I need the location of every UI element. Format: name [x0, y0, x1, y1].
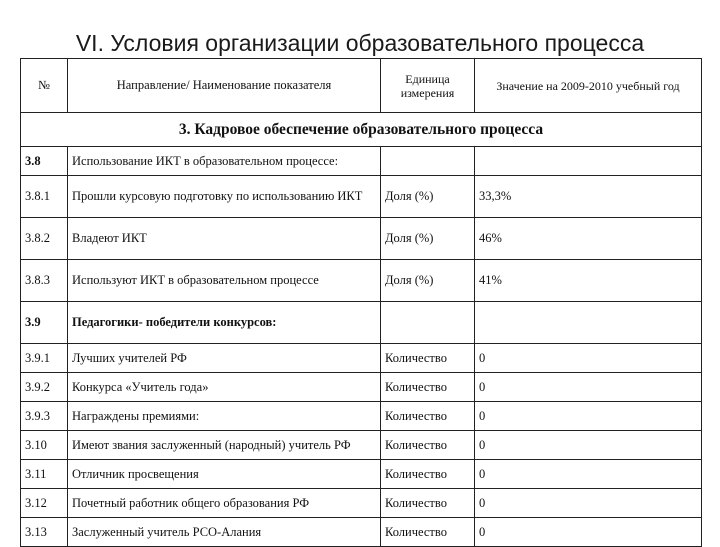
row-name: Используют ИКТ в образовательном процессе: [68, 260, 381, 302]
table-row: [21, 431, 702, 460]
header-unit: Единица измерения: [381, 59, 475, 113]
row-unit: Количество: [381, 431, 475, 460]
row-value: 41%: [475, 260, 702, 302]
row-unit: [381, 147, 475, 176]
row-unit: Доля (%): [381, 218, 475, 260]
row-unit: Доля (%): [381, 260, 475, 302]
row-name: Использование ИКТ в образовательном процессе:: [68, 147, 381, 176]
row-value: 0: [475, 344, 702, 373]
row-value: 0: [475, 402, 702, 431]
section-row: [21, 113, 702, 147]
row-unit: Количество: [381, 518, 475, 547]
section-title: 3. Кадровое обеспечение образовательного процесса: [21, 113, 702, 147]
row-value: 0: [475, 489, 702, 518]
table-row: [21, 402, 702, 431]
row-num: 3.9.3: [21, 402, 68, 431]
table-header-row: [21, 59, 702, 113]
row-value: 46%: [475, 218, 702, 260]
table-row: [21, 489, 702, 518]
row-num: 3.13: [21, 518, 68, 547]
slide-title: VI. Условия организации образовательного процесса: [75, 30, 645, 56]
row-unit: Количество: [381, 344, 475, 373]
table-row: [21, 176, 702, 218]
table-row: [21, 344, 702, 373]
header-name: Направление/ Наименование показателя: [68, 59, 381, 113]
row-num: 3.8.2: [21, 218, 68, 260]
row-unit: Количество: [381, 402, 475, 431]
row-value: [475, 147, 702, 176]
row-num: 3.12: [21, 489, 68, 518]
row-value: 0: [475, 373, 702, 402]
row-unit: [381, 302, 475, 344]
row-unit: Доля (%): [381, 176, 475, 218]
row-name: Награждены премиями:: [68, 402, 381, 431]
table-row: [21, 518, 702, 547]
row-num: 3.10: [21, 431, 68, 460]
table-row: [21, 302, 702, 344]
table-row: [21, 373, 702, 402]
row-value: 0: [475, 431, 702, 460]
row-name: Педагогики- победители конкурсов:: [68, 302, 381, 344]
row-num: 3.8.3: [21, 260, 68, 302]
row-name: Почетный работник общего образования РФ: [68, 489, 381, 518]
row-num: 3.9: [21, 302, 68, 344]
row-value: 33,3%: [475, 176, 702, 218]
table-row: [21, 147, 702, 176]
row-name: Конкурса «Учитель года»: [68, 373, 381, 402]
row-num: 3.8: [21, 147, 68, 176]
table-row: [21, 260, 702, 302]
row-num: 3.9.2: [21, 373, 68, 402]
row-name: Владеют ИКТ: [68, 218, 381, 260]
row-name: Лучших учителей РФ: [68, 344, 381, 373]
table-row: [21, 460, 702, 489]
indicators-table: [20, 58, 702, 547]
row-name: Прошли курсовую подготовку по использованию ИКТ: [68, 176, 381, 218]
row-num: 3.11: [21, 460, 68, 489]
row-num: 3.9.1: [21, 344, 68, 373]
row-value: [475, 302, 702, 344]
row-value: 0: [475, 518, 702, 547]
row-num: 3.8.1: [21, 176, 68, 218]
row-name: Отличник просвещения: [68, 460, 381, 489]
row-name: Заслуженный учитель РСО-Алания: [68, 518, 381, 547]
row-unit: Количество: [381, 373, 475, 402]
table-row: [21, 218, 702, 260]
header-num: №: [21, 59, 68, 113]
header-value: Значение на 2009-2010 учебный год: [475, 59, 702, 113]
row-value: 0: [475, 460, 702, 489]
row-name: Имеют звания заслуженный (народный) учитель РФ: [68, 431, 381, 460]
row-unit: Количество: [381, 460, 475, 489]
row-unit: Количество: [381, 489, 475, 518]
